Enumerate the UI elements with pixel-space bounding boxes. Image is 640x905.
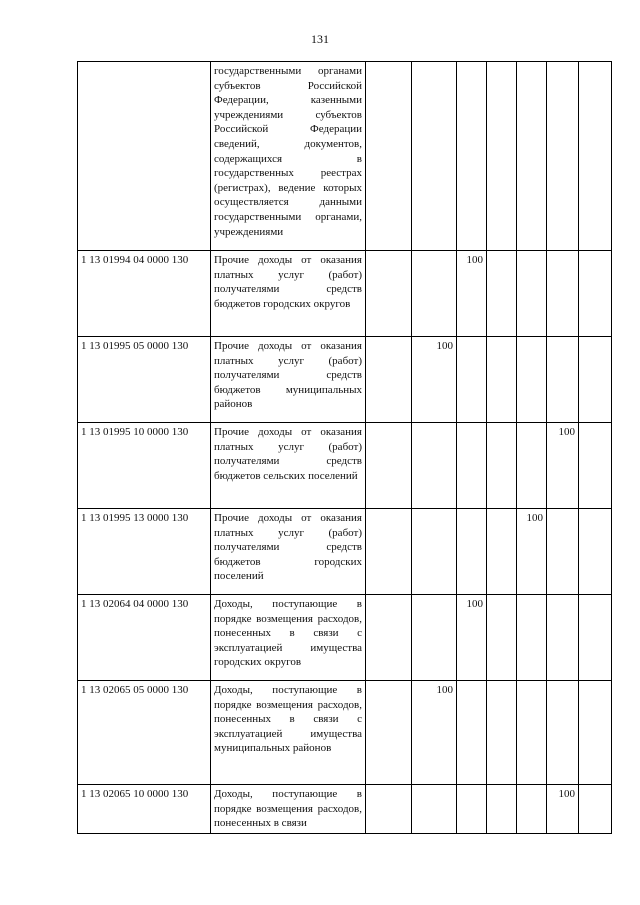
revenue-name-cell: Прочие доходы от оказания платных услуг (работ) получателями средств бюджетов городских поселений [211, 509, 366, 595]
value-cell-2 [412, 509, 457, 595]
table-row [78, 681, 612, 785]
value-cell-1 [366, 595, 412, 681]
budget-code-cell [78, 62, 211, 251]
value-cell-7 [579, 423, 612, 509]
value-cell-1 [366, 62, 412, 251]
budget-code-cell: 1 13 02064 04 0000 130 [78, 595, 211, 681]
table-row [78, 62, 612, 251]
budget-code-cell: 1 13 02065 05 0000 130 [78, 681, 211, 785]
budget-code-cell: 1 13 02065 10 0000 130 [78, 785, 211, 834]
value-cell-5 [517, 423, 547, 509]
value-cell-5 [517, 681, 547, 785]
table-row [78, 251, 612, 337]
value-cell-5 [517, 251, 547, 337]
revenue-name-cell: Прочие доходы от оказания платных услуг (работ) получателями средств бюджетов городских округов [211, 251, 366, 337]
value-cell-4 [487, 509, 517, 595]
value-cell-5 [517, 785, 547, 834]
value-cell-3 [457, 423, 487, 509]
revenue-name-cell: государственными органами субъектов Российской Федерации, казенными учреждениями субъектов Российской Федерации сведений, документов, содержащихся в государственных реестрах (регистрах), ведение которых осуществляется данными государственными органами, учреждениями [211, 62, 366, 251]
table-row [78, 595, 612, 681]
budget-code-cell: 1 13 01995 10 0000 130 [78, 423, 211, 509]
budget-code-cell: 1 13 01994 04 0000 130 [78, 251, 211, 337]
table-body [78, 62, 612, 834]
value-cell-7 [579, 337, 612, 423]
value-cell-4 [487, 423, 517, 509]
value-cell-1 [366, 681, 412, 785]
budget-code-cell: 1 13 01995 05 0000 130 [78, 337, 211, 423]
value-cell-3 [457, 337, 487, 423]
value-cell-1 [366, 337, 412, 423]
table-row [78, 509, 612, 595]
value-cell-7 [579, 681, 612, 785]
revenue-name-cell: Доходы, поступающие в порядке возмещения расходов, понесенных в связи [211, 785, 366, 834]
value-cell-5 [517, 62, 547, 251]
revenue-name-cell: Доходы, поступающие в порядке возмещения расходов, понесенных в связи с эксплуатацией имущества городских округов [211, 595, 366, 681]
value-cell-6 [547, 681, 579, 785]
value-cell-7 [579, 595, 612, 681]
value-cell-2 [412, 785, 457, 834]
value-cell-5: 100 [517, 509, 547, 595]
value-cell-4 [487, 681, 517, 785]
table-row [78, 337, 612, 423]
value-cell-6 [547, 337, 579, 423]
value-cell-4 [487, 251, 517, 337]
value-cell-6: 100 [547, 423, 579, 509]
value-cell-1 [366, 251, 412, 337]
value-cell-2 [412, 62, 457, 251]
page-number: 131 [311, 32, 329, 46]
value-cell-7 [579, 785, 612, 834]
value-cell-1 [366, 785, 412, 834]
value-cell-4 [487, 785, 517, 834]
value-cell-3 [457, 785, 487, 834]
value-cell-3: 100 [457, 251, 487, 337]
value-cell-7 [579, 62, 612, 251]
value-cell-4 [487, 62, 517, 251]
value-cell-3 [457, 681, 487, 785]
value-cell-7 [579, 251, 612, 337]
revenue-table [77, 61, 612, 834]
value-cell-6 [547, 62, 579, 251]
value-cell-4 [487, 595, 517, 681]
value-cell-2 [412, 423, 457, 509]
table-row [78, 423, 612, 509]
revenue-name-cell: Прочие доходы от оказания платных услуг (работ) получателями средств бюджетов муниципальных районов [211, 337, 366, 423]
value-cell-6 [547, 595, 579, 681]
value-cell-2 [412, 595, 457, 681]
value-cell-5 [517, 595, 547, 681]
value-cell-2 [412, 251, 457, 337]
value-cell-6 [547, 509, 579, 595]
value-cell-6: 100 [547, 785, 579, 834]
value-cell-1 [366, 509, 412, 595]
revenue-name-cell: Доходы, поступающие в порядке возмещения расходов, понесенных в связи с эксплуатацией имущества муниципальных районов [211, 681, 366, 785]
value-cell-2: 100 [412, 681, 457, 785]
value-cell-4 [487, 337, 517, 423]
value-cell-1 [366, 423, 412, 509]
value-cell-3 [457, 62, 487, 251]
value-cell-5 [517, 337, 547, 423]
value-cell-2: 100 [412, 337, 457, 423]
value-cell-3: 100 [457, 595, 487, 681]
revenue-name-cell: Прочие доходы от оказания платных услуг (работ) получателями средств бюджетов сельских поселений [211, 423, 366, 509]
value-cell-7 [579, 509, 612, 595]
value-cell-3 [457, 509, 487, 595]
budget-code-cell: 1 13 01995 13 0000 130 [78, 509, 211, 595]
value-cell-6 [547, 251, 579, 337]
table-row [78, 785, 612, 834]
